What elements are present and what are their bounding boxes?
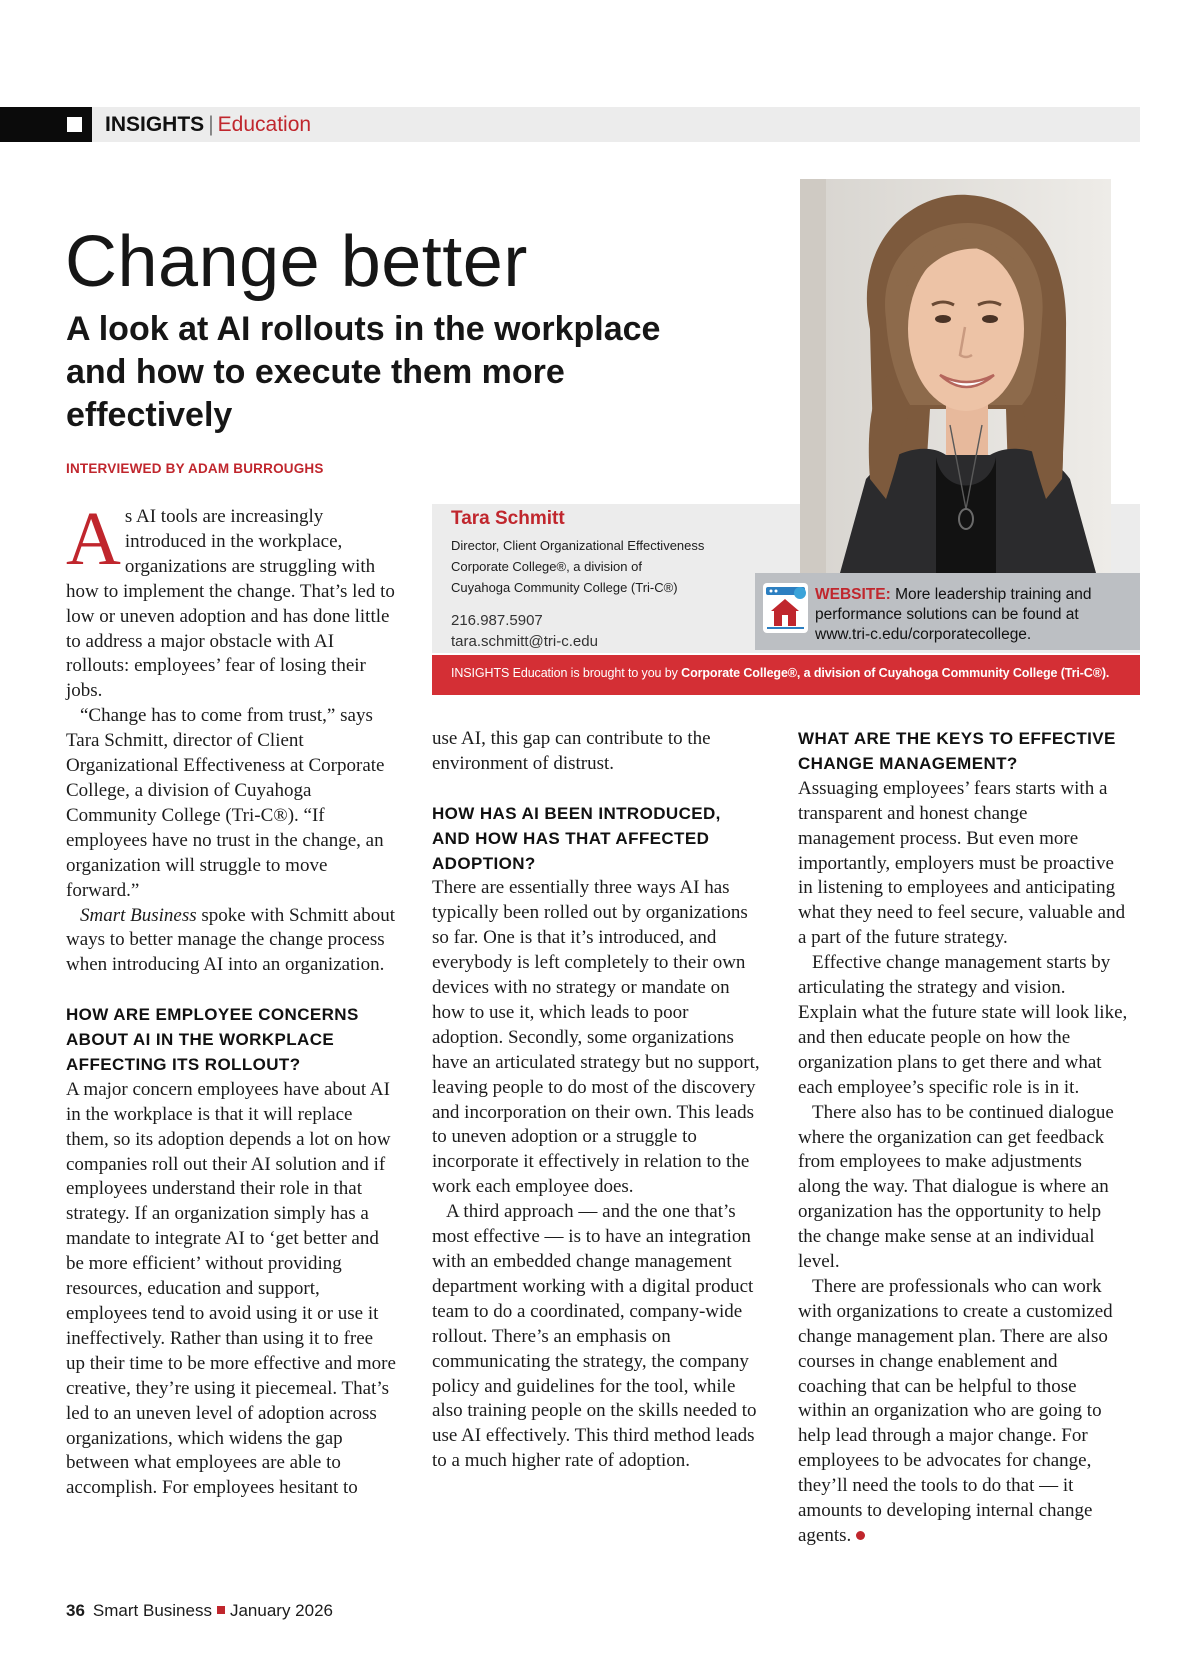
- section-separator: |: [208, 113, 214, 136]
- contact-email[interactable]: tara.schmitt@tri-c.edu: [451, 633, 598, 650]
- section-subname: Education: [217, 113, 312, 136]
- answer-continuation: use AI, this gap can contribute to the environment of distrust.: [432, 728, 711, 774]
- contact-title: Director, Client Organizational Effectiveness: [451, 538, 705, 553]
- article-title: Change better: [65, 222, 528, 302]
- publication-name: Smart Business: [80, 904, 197, 926]
- article-column-1: [66, 497, 396, 1501]
- publication-text: spoke with Schmitt about ways to better manage the change process when introducing AI into an organization.: [66, 904, 396, 976]
- website-label: WEBSITE:: [815, 586, 891, 603]
- question-heading-1: HOW ARE EMPLOYEE CONCERNS ABOUT AI IN THE WORKPLACE AFFECTING ITS ROLLOUT?: [66, 1005, 359, 1074]
- byline: INTERVIEWED BY ADAM BURROUGHS: [66, 461, 324, 476]
- closing-text: There are professionals who can work with organizations to create a customized change management plan. There are also courses in change enablement and coaching that can be helpful to those within an organization who are going to help lead through a major change. For employees to be advocates for change, they’ll need the tools to do that — it amounts to developing internal change agents.: [798, 1275, 1113, 1546]
- dot-icon: [856, 1531, 865, 1540]
- sponsor-banner: [432, 655, 1140, 695]
- footer-date: January 2026: [229, 1601, 333, 1620]
- answer-paragraph-3b: Effective change management starts by articulating the strategy and vision. Explain what the future state will look like, and then educate people on how the organization plans to get there and what each employee’s specific role is in it.: [798, 952, 1128, 1098]
- website-callout[interactable]: [755, 573, 1140, 650]
- answer-paragraph-3c: There also has to be continued dialogue where the organization can get feedback from employees to make adjustments along the way. That dialogue is where an organization has the opportunity to help the change make sense at an individual level.: [798, 1101, 1114, 1273]
- sponsor-prefix: INSIGHTS Education is brought to you by: [451, 666, 682, 680]
- contact-org-line2: Cuyahoga Community College (Tri-C®): [451, 580, 678, 595]
- page-number: 36: [66, 1601, 85, 1620]
- contact-phone[interactable]: 216.987.5907: [451, 612, 543, 629]
- intro-paragraph: [66, 497, 396, 704]
- website-description[interactable]: More leadership training and performance solutions can be found at www.tri-c.edu/corporatecollege.: [815, 586, 1092, 643]
- website-text[interactable]: [815, 585, 1133, 645]
- question-heading-3: WHAT ARE THE KEYS TO EFFECTIVE CHANGE MANAGEMENT?: [798, 729, 1116, 773]
- drop-cap: A: [66, 497, 121, 581]
- section-label: [105, 113, 311, 137]
- article-subtitle: A look at AI rollouts in the workplace and how to execute them more effectively: [66, 310, 661, 434]
- answer-paragraph-1: A major concern employees have about AI in the workplace is that it will replace them, so its adoption depends a lot on how companies roll out their AI solution and if employees understand their role in that strategy. If an organization simply has a mandate to integrate AI to ‘get better and be more efficient’ without providing resources, education and support, employees tend to avoid using it or use it ineffectively. Rather than using it to free up their time to be more effective and more creative, they’re using it piecemeal. That’s led to an uneven level of adoption across organizations, which widens the gap between what employees are able to accomplish. For employees hesitant to: [66, 1078, 396, 1499]
- article-column-3: [798, 727, 1128, 1549]
- quote-paragraph: “Change has to come from trust,” says Tara Schmitt, director of Client Organizational Effectiveness at Corporate College, a division of Cuyahoga Community College (Tri-C®). “If employees have no trust in the change, an organization will struggle to move forward.”: [66, 705, 385, 901]
- article-column-2: [432, 727, 762, 1474]
- contact-name: Tara Schmitt: [451, 508, 565, 529]
- page-footer: [66, 1601, 333, 1621]
- portrait-photo: [800, 179, 1111, 573]
- contact-org-line1: Corporate College®, a division of: [451, 559, 642, 574]
- answer-paragraph-3a: Assuaging employees’ fears starts with a transparent and honest change management process. But even more importantly, employers must be proactive in listening to employees and anticipating what they need to feel secure, valuable and a part of the future strategy.: [798, 777, 1126, 949]
- square-icon: [67, 117, 82, 132]
- footer-publication: Smart Business: [92, 1601, 212, 1620]
- publication-paragraph: [66, 904, 396, 979]
- portrait-illustration: [800, 179, 1111, 573]
- section-name: INSIGHTS: [105, 113, 205, 136]
- answer-paragraph-2b: A third approach — and the one that’s most effective — is to have an integration with an embedded change management department working with a digital product team to do a coordinated, company-wide rollout. There’s an emphasis on communicating the strategy, the company policy and guidelines for the tool, while also training people on the skills needed to use AI effectively. This third method leads to a much higher rate of adoption.: [432, 1201, 757, 1472]
- square-icon: [217, 1606, 225, 1614]
- section-bar-block: [0, 107, 92, 142]
- sponsor-text: [451, 666, 1109, 680]
- home-web-icon: [763, 583, 808, 633]
- sponsor-name: Corporate College®, a division of Cuyahoga Community College (Tri-C®).: [681, 666, 1110, 680]
- answer-paragraph-3d: [798, 1275, 1128, 1549]
- intro-text: s AI tools are increasingly introduced in the workplace, organizations are struggling with how to implement the change. That’s led to low or uneven adoption and has done little to address a major obstacle with AI rollouts: employees’ fear of losing their jobs.: [66, 506, 395, 702]
- section-bar: [0, 107, 1140, 142]
- answer-paragraph-2a: There are essentially three ways AI has typically been rolled out by organizations so far. One is that it’s introduced, and everybody is left completely to their own devices with no strategy or mandate on how to use it, which leads to poor adoption. Secondly, some organizations have an articulated strategy but no support, leaving people to do most of the discovery and incorporation on their own. This leads to uneven adoption or a struggle to incorporate it effectively in relation to the work each employee does.: [432, 877, 760, 1198]
- question-heading-2: HOW HAS AI BEEN INTRODUCED, AND HOW HAS THAT AFFECTED ADOPTION?: [432, 803, 721, 873]
